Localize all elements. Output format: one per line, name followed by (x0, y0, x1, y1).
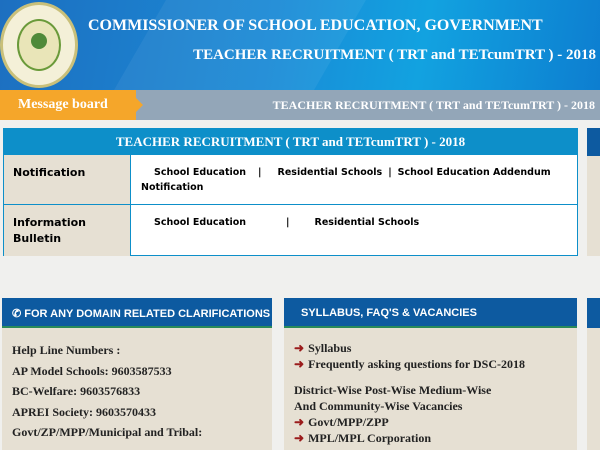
mpl-vacancies-link[interactable]: MPL/MPL Corporation (308, 431, 432, 445)
row-label: Information Bulletin (4, 205, 131, 256)
syllabus-link[interactable]: Syllabus (308, 341, 352, 355)
emblem-logo (0, 2, 78, 88)
header-decoration (114, 0, 366, 90)
arrow-icon: ➜ (294, 357, 305, 371)
arrow-icon: ➜ (294, 431, 305, 445)
clarifications-panel (2, 298, 272, 450)
table-row: Notification School Education | Residential Schools | School Education Addendum Notification (4, 154, 577, 204)
bulletin-residential-link[interactable]: Residential Schools (314, 217, 420, 228)
header-title: COMMISSIONER OF SCHOOL EDUCATION, GOVERNMENT (88, 17, 543, 34)
helpline-heading: Help Line Numbers : (12, 343, 121, 357)
bulletin-school-education-link[interactable]: School Education (154, 217, 247, 228)
row-label: Notification (4, 155, 131, 204)
header-subtitle: TEACHER RECRUITMENT ( TRT and TETcumTRT ) - 2018 (193, 47, 596, 63)
message-marquee[interactable]: TEACHER RECRUITMENT ( TRT and TETcumTRT ) - 2018 (272, 98, 595, 112)
arrow-icon: ➜ (294, 341, 305, 355)
notification-residential-link[interactable]: Residential Schools (277, 167, 383, 178)
table-row: Information Bulletin School Education | Residential Schools (4, 204, 577, 256)
syllabus-panel (284, 298, 577, 450)
vacancies-heading: District-Wise Post-Wise Medium-Wise And Community-Wise Vacancies (294, 383, 492, 413)
helpline-line: APREI Society: 9603570433 (12, 404, 156, 419)
right-panel-partial (587, 128, 600, 256)
phone-icon: ✆ (12, 308, 22, 320)
arrow-icon: ➜ (294, 415, 305, 429)
helpline-line: Govt/ZP/MPP/Municipal and Tribal: (12, 425, 203, 439)
table-title: TEACHER RECRUITMENT ( TRT and TETcumTRT ) - 2018 (4, 129, 577, 154)
right-panel-partial-2 (587, 298, 600, 450)
site-header (0, 0, 600, 90)
message-board (0, 90, 600, 120)
helpline-line: AP Model Schools: 9603587533 (12, 363, 172, 378)
notification-school-education-link[interactable]: School Education (154, 167, 247, 178)
helpline-line: BC-Welfare: 9603576833 (12, 384, 141, 398)
faq-link[interactable]: Frequently asking questions for DSC-2018 (308, 357, 525, 371)
panel-title: SYLLABUS, FAQ'S & VACANCIES (284, 298, 577, 328)
panel-title: FOR ANY DOMAIN RELATED CLARIFICATIONS (24, 308, 271, 320)
message-board-label: Message board (0, 90, 136, 120)
notification-addendum-link[interactable]: School Education Addendum Notification (141, 167, 551, 193)
recruitment-table (3, 128, 578, 256)
govt-vacancies-link[interactable]: Govt/MPP/ZPP (308, 415, 389, 429)
